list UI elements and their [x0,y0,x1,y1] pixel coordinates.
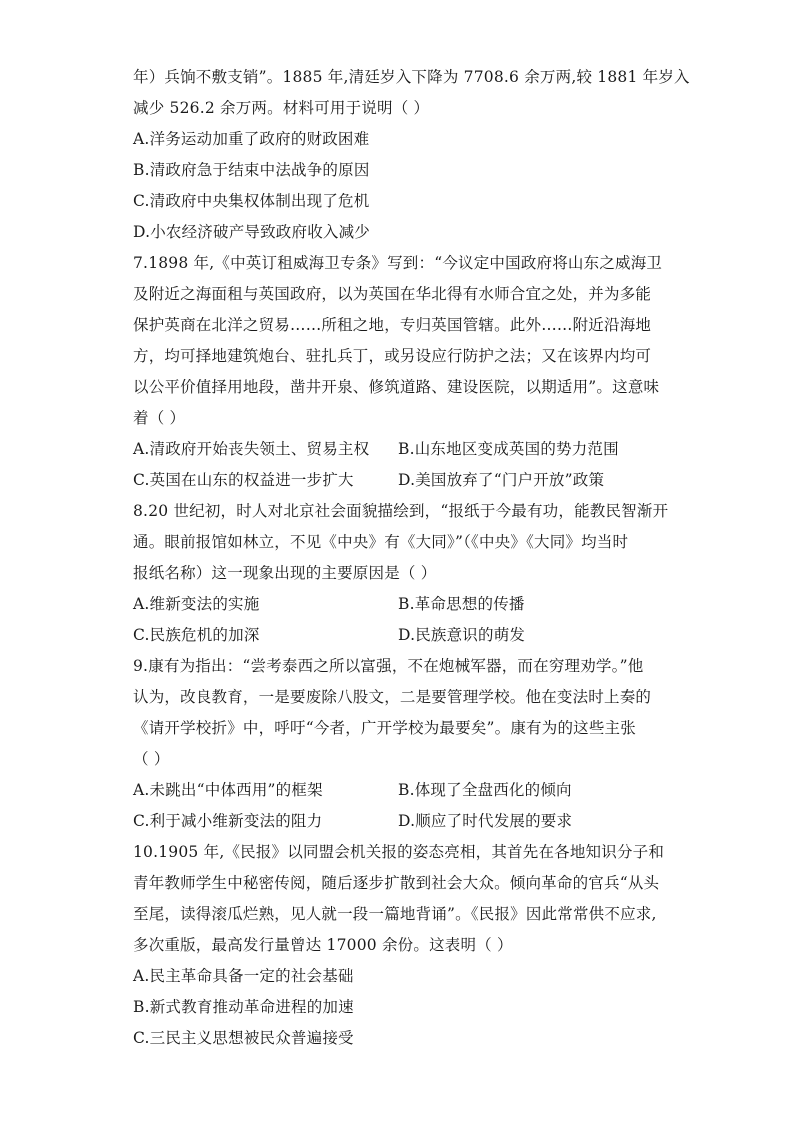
question-text-line: 着（ ） [133,409,186,427]
option-c: C.清政府中央集权体制出现了危机 [133,192,370,210]
option-c: C.英国在山东的权益进一步扩大 [133,471,354,489]
question-text-line: 通。眼前报馆如林立，不见《中央》有《大同》”（《中央》《大同》均当时 [133,533,629,551]
question-8 [133,496,669,651]
option-b: B.体现了全盘西化的倾向 [398,781,572,799]
question-text-line: 多次重版，最高发行量曾达 17000 余份。这表明（ ） [133,936,513,954]
option-c: C.三民主义思想被民众普遍接受 [133,1029,354,1047]
question-text-line: 至尾，读得滚瓜烂熟，见人就一段一篇地背诵”。《民报》因此常常供不应求, [133,905,657,923]
option-b: B.新式教育推动革命进程的加速 [133,998,354,1016]
question-text-line: 减少 526.2 余万两。材料可用于说明（ ） [133,99,430,117]
question-7 [133,248,663,496]
option-row [133,806,663,837]
question-text-line: 年）兵饷不敷支销”。1885 年,清廷岁入下降为 7708.6 余万两,较 1881 年岁入 [133,68,690,86]
question-text-line: 青年教师学生中秘密传阅，随后逐步扩散到社会大众。倾向革命的官兵“从头 [133,874,660,892]
option-b: B.革命思想的传播 [398,595,525,613]
option-d: D.民族意识的萌发 [398,626,526,644]
option-a: A.清政府开始丧失领土、贸易主权 [133,440,370,458]
option-a: A.维新变法的实施 [133,595,260,613]
question-text-line: 保护英商在北洋之贸易……所租之地，专归英国管辖。此外……附近沿海地 [133,316,652,334]
option-a: A.民主革命具备一定的社会基础 [133,967,354,985]
question-text-line: 7.1898 年,《中英订租威海卫专条》写到：“今议定中国政府将山东之威海卫 [133,254,663,272]
question-text-line: （ ） [133,750,170,768]
question-10 [133,837,663,1054]
question-text-line: 10.1905 年,《民报》以同盟会机关报的姿态亮相，其首先在各地知识分子和 [133,843,665,861]
option-c: C.民族危机的加深 [133,626,260,644]
option-a: A.洋务运动加重了政府的财政困难 [133,130,370,148]
option-row [133,434,663,465]
question-6-continuation [133,62,690,248]
option-d: D.小农经济破产导致政府收入减少 [133,223,371,241]
option-a: A.未跳出“中体西用”的框架 [133,781,323,799]
question-text-line: 9.康有为指出：“尝考泰西之所以富强，不在炮械军器，而在穷理劝学。”他 [133,657,644,675]
question-9 [133,651,663,837]
content-column [133,62,690,1054]
option-b: B.清政府急于结束中法战争的原因 [133,161,370,179]
option-b: B.山东地区变成英国的势力范围 [398,440,619,458]
option-row [133,775,663,806]
option-row [133,465,663,496]
question-text-line: 报纸名称）这一现象出现的主要原因是（ ） [133,564,437,582]
question-text-line: 8.20 世纪初，时人对北京社会面貌描绘到，“报纸于今最有功，能教民智渐开 [133,502,669,520]
option-c: C.利于减小维新变法的阻力 [133,812,323,830]
option-d: D.顺应了时代发展的要求 [398,812,573,830]
question-text-line: 以公平价值择用地段，凿井开泉、修筑道路、建设医院，以期适用”。这意味 [133,378,660,396]
question-text-line: 认为，改良教育，一是要废除八股文，二是要管理学校。他在变法时上奏的 [133,688,652,706]
option-row [133,620,663,651]
question-text-line: 方，均可择地建筑炮台、驻扎兵丁，或另设应行防护之法；又在该界内均可 [133,347,652,365]
question-text-line: 《请开学校折》中，呼吁“今者，广开学校为最要矣”。康有为的这些主张 [133,719,636,737]
question-text-line: 及附近之海面租与英国政府，以为英国在华北得有水师合宜之处，并为多能 [133,285,652,303]
option-d: D.美国放弃了“门户开放”政策 [398,471,605,489]
option-row [133,589,663,620]
